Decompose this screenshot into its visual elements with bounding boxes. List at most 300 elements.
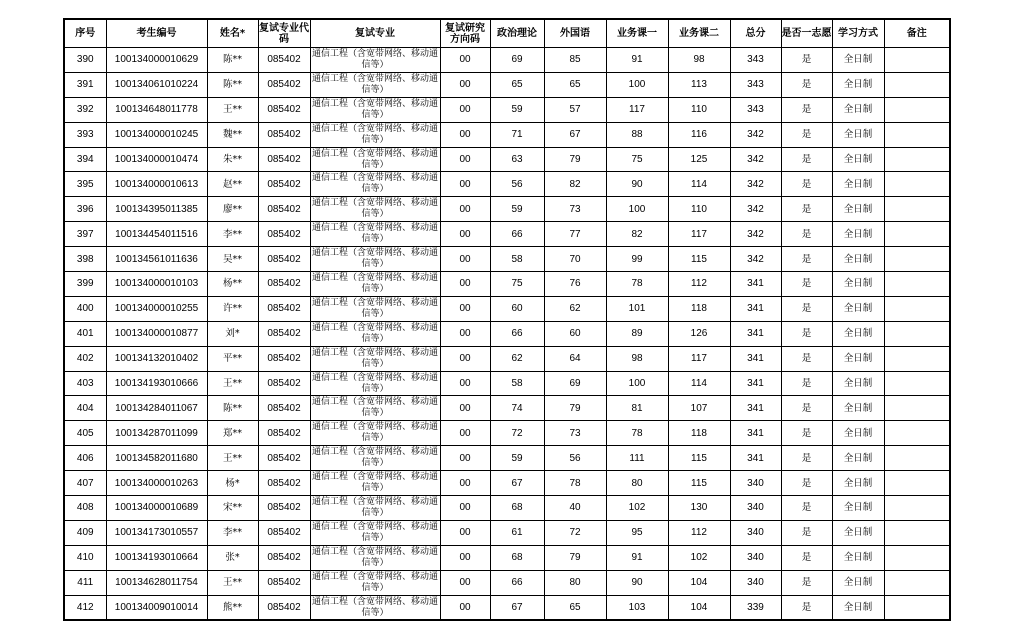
cell-remarks	[884, 247, 950, 272]
cell-foreign-language: 72	[544, 520, 606, 545]
cell-course-one: 78	[606, 421, 668, 446]
cell-course-two: 118	[668, 296, 730, 321]
cell-seq: 411	[64, 570, 106, 595]
header-course-one: 业务课一	[606, 19, 668, 48]
cell-remarks	[884, 496, 950, 521]
cell-name: 陈**	[207, 72, 258, 97]
cell-seq: 405	[64, 421, 106, 446]
cell-major-code: 085402	[258, 396, 310, 421]
cell-seq: 410	[64, 545, 106, 570]
cell-direction-code: 00	[440, 346, 490, 371]
cell-exam-id: 100134000010263	[106, 471, 207, 496]
cell-seq: 408	[64, 496, 106, 521]
cell-course-two: 126	[668, 321, 730, 346]
cell-major: 通信工程（含宽带网络、移动通信等）	[310, 197, 440, 222]
cell-politics: 67	[490, 595, 544, 620]
cell-first-choice: 是	[781, 570, 832, 595]
cell-exam-id: 100134061010224	[106, 72, 207, 97]
cell-remarks	[884, 570, 950, 595]
cell-remarks	[884, 296, 950, 321]
cell-direction-code: 00	[440, 122, 490, 147]
cell-major: 通信工程（含宽带网络、移动通信等）	[310, 272, 440, 297]
cell-study-mode: 全日制	[832, 371, 884, 396]
cell-major: 通信工程（含宽带网络、移动通信等）	[310, 346, 440, 371]
cell-total: 343	[730, 72, 781, 97]
cell-remarks	[884, 147, 950, 172]
cell-exam-id: 100134000010689	[106, 496, 207, 521]
cell-course-two: 114	[668, 371, 730, 396]
cell-major: 通信工程（含宽带网络、移动通信等）	[310, 222, 440, 247]
cell-total: 341	[730, 296, 781, 321]
cell-name: 王**	[207, 446, 258, 471]
cell-total: 341	[730, 446, 781, 471]
cell-politics: 68	[490, 545, 544, 570]
cell-foreign-language: 60	[544, 321, 606, 346]
cell-exam-id: 100134009010014	[106, 595, 207, 620]
cell-remarks	[884, 272, 950, 297]
table-row	[64, 247, 950, 272]
cell-direction-code: 00	[440, 396, 490, 421]
cell-foreign-language: 85	[544, 48, 606, 73]
cell-remarks	[884, 97, 950, 122]
cell-first-choice: 是	[781, 321, 832, 346]
cell-remarks	[884, 421, 950, 446]
cell-first-choice: 是	[781, 97, 832, 122]
cell-course-two: 110	[668, 97, 730, 122]
table-row	[64, 570, 950, 595]
cell-course-one: 91	[606, 545, 668, 570]
cell-major: 通信工程（含宽带网络、移动通信等）	[310, 396, 440, 421]
header-major-code: 复试专业代码	[258, 19, 310, 48]
cell-seq: 395	[64, 172, 106, 197]
cell-course-one: 91	[606, 48, 668, 73]
cell-direction-code: 00	[440, 471, 490, 496]
cell-direction-code: 00	[440, 147, 490, 172]
cell-first-choice: 是	[781, 346, 832, 371]
cell-study-mode: 全日制	[832, 570, 884, 595]
cell-foreign-language: 40	[544, 496, 606, 521]
cell-name: 张*	[207, 545, 258, 570]
table-row	[64, 520, 950, 545]
cell-major: 通信工程（含宽带网络、移动通信等）	[310, 471, 440, 496]
cell-seq: 396	[64, 197, 106, 222]
cell-study-mode: 全日制	[832, 321, 884, 346]
cell-first-choice: 是	[781, 421, 832, 446]
cell-politics: 69	[490, 48, 544, 73]
cell-seq: 393	[64, 122, 106, 147]
cell-politics: 67	[490, 471, 544, 496]
cell-course-two: 112	[668, 520, 730, 545]
cell-first-choice: 是	[781, 545, 832, 570]
cell-course-two: 104	[668, 595, 730, 620]
cell-name: 廖**	[207, 197, 258, 222]
cell-politics: 63	[490, 147, 544, 172]
cell-first-choice: 是	[781, 147, 832, 172]
cell-study-mode: 全日制	[832, 396, 884, 421]
cell-course-two: 113	[668, 72, 730, 97]
cell-major: 通信工程（含宽带网络、移动通信等）	[310, 296, 440, 321]
cell-remarks	[884, 321, 950, 346]
cell-total: 340	[730, 520, 781, 545]
cell-name: 李**	[207, 520, 258, 545]
cell-total: 341	[730, 421, 781, 446]
table-row	[64, 48, 950, 73]
cell-remarks	[884, 197, 950, 222]
cell-study-mode: 全日制	[832, 48, 884, 73]
cell-first-choice: 是	[781, 122, 832, 147]
cell-study-mode: 全日制	[832, 197, 884, 222]
cell-course-two: 118	[668, 421, 730, 446]
cell-course-two: 98	[668, 48, 730, 73]
cell-major: 通信工程（含宽带网络、移动通信等）	[310, 72, 440, 97]
cell-course-two: 117	[668, 346, 730, 371]
cell-course-one: 102	[606, 496, 668, 521]
cell-foreign-language: 56	[544, 446, 606, 471]
cell-exam-id: 100134395011385	[106, 197, 207, 222]
cell-total: 340	[730, 471, 781, 496]
cell-study-mode: 全日制	[832, 595, 884, 620]
cell-politics: 59	[490, 97, 544, 122]
table-row	[64, 446, 950, 471]
cell-study-mode: 全日制	[832, 545, 884, 570]
cell-foreign-language: 82	[544, 172, 606, 197]
cell-course-one: 100	[606, 197, 668, 222]
cell-direction-code: 00	[440, 545, 490, 570]
cell-name: 杨*	[207, 471, 258, 496]
cell-first-choice: 是	[781, 595, 832, 620]
table-row	[64, 396, 950, 421]
cell-major: 通信工程（含宽带网络、移动通信等）	[310, 97, 440, 122]
cell-course-one: 90	[606, 172, 668, 197]
cell-study-mode: 全日制	[832, 272, 884, 297]
table-body	[64, 48, 950, 621]
cell-direction-code: 00	[440, 421, 490, 446]
cell-name: 杨**	[207, 272, 258, 297]
cell-politics: 71	[490, 122, 544, 147]
cell-remarks	[884, 545, 950, 570]
cell-major-code: 085402	[258, 595, 310, 620]
cell-politics: 68	[490, 496, 544, 521]
cell-course-one: 81	[606, 396, 668, 421]
table-row	[64, 172, 950, 197]
cell-major-code: 085402	[258, 321, 310, 346]
cell-course-two: 115	[668, 247, 730, 272]
cell-politics: 58	[490, 247, 544, 272]
cell-exam-id: 100134000010474	[106, 147, 207, 172]
cell-name: 王**	[207, 570, 258, 595]
table-row	[64, 72, 950, 97]
cell-politics: 61	[490, 520, 544, 545]
cell-total: 342	[730, 247, 781, 272]
cell-remarks	[884, 222, 950, 247]
cell-total: 342	[730, 197, 781, 222]
cell-remarks	[884, 48, 950, 73]
cell-name: 陈**	[207, 396, 258, 421]
table-row	[64, 371, 950, 396]
table-row	[64, 471, 950, 496]
cell-remarks	[884, 446, 950, 471]
cell-exam-id: 100134628011754	[106, 570, 207, 595]
table-row	[64, 272, 950, 297]
cell-name: 宋**	[207, 496, 258, 521]
cell-direction-code: 00	[440, 496, 490, 521]
cell-seq: 398	[64, 247, 106, 272]
cell-major-code: 085402	[258, 97, 310, 122]
cell-major: 通信工程（含宽带网络、移动通信等）	[310, 545, 440, 570]
cell-politics: 59	[490, 446, 544, 471]
cell-foreign-language: 80	[544, 570, 606, 595]
cell-total: 342	[730, 122, 781, 147]
cell-direction-code: 00	[440, 520, 490, 545]
cell-total: 342	[730, 222, 781, 247]
table-row	[64, 97, 950, 122]
cell-study-mode: 全日制	[832, 496, 884, 521]
cell-major-code: 085402	[258, 471, 310, 496]
cell-major: 通信工程（含宽带网络、移动通信等）	[310, 172, 440, 197]
cell-name: 刘*	[207, 321, 258, 346]
cell-first-choice: 是	[781, 72, 832, 97]
cell-foreign-language: 79	[544, 545, 606, 570]
cell-study-mode: 全日制	[832, 122, 884, 147]
cell-major: 通信工程（含宽带网络、移动通信等）	[310, 247, 440, 272]
cell-foreign-language: 67	[544, 122, 606, 147]
cell-remarks	[884, 595, 950, 620]
cell-seq: 403	[64, 371, 106, 396]
cell-seq: 404	[64, 396, 106, 421]
cell-name: 王**	[207, 371, 258, 396]
cell-politics: 66	[490, 222, 544, 247]
header-exam-id: 考生编号	[106, 19, 207, 48]
cell-course-one: 99	[606, 247, 668, 272]
header-name: 姓名*	[207, 19, 258, 48]
cell-course-one: 101	[606, 296, 668, 321]
cell-major-code: 085402	[258, 197, 310, 222]
cell-remarks	[884, 471, 950, 496]
header-direction-code: 复试研究方向码	[440, 19, 490, 48]
cell-exam-id: 100134132010402	[106, 346, 207, 371]
cell-total: 340	[730, 545, 781, 570]
cell-seq: 409	[64, 520, 106, 545]
cell-exam-id: 100134193010666	[106, 371, 207, 396]
cell-major: 通信工程（含宽带网络、移动通信等）	[310, 321, 440, 346]
cell-course-two: 107	[668, 396, 730, 421]
cell-remarks	[884, 396, 950, 421]
cell-course-two: 116	[668, 122, 730, 147]
cell-course-two: 102	[668, 545, 730, 570]
cell-exam-id: 100134287011099	[106, 421, 207, 446]
cell-name: 魏**	[207, 122, 258, 147]
cell-first-choice: 是	[781, 48, 832, 73]
cell-first-choice: 是	[781, 197, 832, 222]
cell-course-one: 100	[606, 371, 668, 396]
cell-direction-code: 00	[440, 222, 490, 247]
cell-foreign-language: 69	[544, 371, 606, 396]
cell-study-mode: 全日制	[832, 421, 884, 446]
cell-politics: 60	[490, 296, 544, 321]
cell-first-choice: 是	[781, 272, 832, 297]
cell-politics: 58	[490, 371, 544, 396]
cell-major-code: 085402	[258, 371, 310, 396]
cell-remarks	[884, 371, 950, 396]
cell-seq: 391	[64, 72, 106, 97]
cell-major: 通信工程（含宽带网络、移动通信等）	[310, 446, 440, 471]
cell-course-one: 80	[606, 471, 668, 496]
cell-foreign-language: 76	[544, 272, 606, 297]
header-course-two: 业务课二	[668, 19, 730, 48]
cell-seq: 390	[64, 48, 106, 73]
cell-foreign-language: 77	[544, 222, 606, 247]
header-first-choice: 是否一志愿	[781, 19, 832, 48]
cell-major-code: 085402	[258, 222, 310, 247]
cell-direction-code: 00	[440, 72, 490, 97]
cell-politics: 59	[490, 197, 544, 222]
cell-study-mode: 全日制	[832, 147, 884, 172]
cell-name: 陈**	[207, 48, 258, 73]
cell-course-one: 78	[606, 272, 668, 297]
cell-politics: 66	[490, 321, 544, 346]
cell-course-two: 130	[668, 496, 730, 521]
cell-course-one: 103	[606, 595, 668, 620]
cell-course-two: 110	[668, 197, 730, 222]
cell-total: 343	[730, 48, 781, 73]
cell-first-choice: 是	[781, 496, 832, 521]
cell-foreign-language: 73	[544, 197, 606, 222]
table-row	[64, 545, 950, 570]
cell-course-two: 104	[668, 570, 730, 595]
cell-foreign-language: 62	[544, 296, 606, 321]
cell-total: 341	[730, 272, 781, 297]
cell-direction-code: 00	[440, 595, 490, 620]
cell-course-two: 112	[668, 272, 730, 297]
cell-major: 通信工程（含宽带网络、移动通信等）	[310, 496, 440, 521]
cell-foreign-language: 73	[544, 421, 606, 446]
cell-major-code: 085402	[258, 446, 310, 471]
cell-remarks	[884, 520, 950, 545]
cell-direction-code: 00	[440, 197, 490, 222]
cell-major: 通信工程（含宽带网络、移动通信等）	[310, 520, 440, 545]
cell-major-code: 085402	[258, 122, 310, 147]
cell-foreign-language: 79	[544, 396, 606, 421]
cell-course-one: 88	[606, 122, 668, 147]
cell-seq: 397	[64, 222, 106, 247]
cell-direction-code: 00	[440, 247, 490, 272]
cell-course-one: 98	[606, 346, 668, 371]
cell-study-mode: 全日制	[832, 247, 884, 272]
cell-direction-code: 00	[440, 570, 490, 595]
cell-name: 李**	[207, 222, 258, 247]
cell-major: 通信工程（含宽带网络、移动通信等）	[310, 570, 440, 595]
cell-total: 341	[730, 346, 781, 371]
header-remarks: 备注	[884, 19, 950, 48]
cell-first-choice: 是	[781, 172, 832, 197]
cell-exam-id: 100134648011778	[106, 97, 207, 122]
cell-direction-code: 00	[440, 48, 490, 73]
cell-first-choice: 是	[781, 471, 832, 496]
cell-total: 341	[730, 321, 781, 346]
cell-exam-id: 100134000010245	[106, 122, 207, 147]
cell-course-one: 75	[606, 147, 668, 172]
cell-seq: 392	[64, 97, 106, 122]
table-row	[64, 595, 950, 620]
cell-major-code: 085402	[258, 421, 310, 446]
cell-major: 通信工程（含宽带网络、移动通信等）	[310, 48, 440, 73]
cell-remarks	[884, 172, 950, 197]
table-row	[64, 222, 950, 247]
cell-direction-code: 00	[440, 321, 490, 346]
cell-total: 339	[730, 595, 781, 620]
cell-remarks	[884, 72, 950, 97]
cell-course-two: 117	[668, 222, 730, 247]
table-row	[64, 346, 950, 371]
cell-seq: 400	[64, 296, 106, 321]
cell-foreign-language: 79	[544, 147, 606, 172]
cell-study-mode: 全日制	[832, 172, 884, 197]
cell-first-choice: 是	[781, 222, 832, 247]
cell-seq: 406	[64, 446, 106, 471]
cell-study-mode: 全日制	[832, 97, 884, 122]
cell-study-mode: 全日制	[832, 520, 884, 545]
cell-course-one: 90	[606, 570, 668, 595]
cell-politics: 74	[490, 396, 544, 421]
cell-foreign-language: 70	[544, 247, 606, 272]
cell-seq: 402	[64, 346, 106, 371]
cell-exam-id: 100134284011067	[106, 396, 207, 421]
cell-exam-id: 100134173010557	[106, 520, 207, 545]
table-row	[64, 496, 950, 521]
cell-seq: 394	[64, 147, 106, 172]
cell-seq: 399	[64, 272, 106, 297]
cell-study-mode: 全日制	[832, 346, 884, 371]
table-row	[64, 296, 950, 321]
cell-major-code: 085402	[258, 272, 310, 297]
cell-exam-id: 100134000010629	[106, 48, 207, 73]
cell-name: 熊**	[207, 595, 258, 620]
cell-foreign-language: 78	[544, 471, 606, 496]
cell-study-mode: 全日制	[832, 446, 884, 471]
cell-exam-id: 100134000010613	[106, 172, 207, 197]
cell-politics: 65	[490, 72, 544, 97]
cell-name: 赵**	[207, 172, 258, 197]
cell-major: 通信工程（含宽带网络、移动通信等）	[310, 595, 440, 620]
cell-exam-id: 100134561011636	[106, 247, 207, 272]
cell-name: 朱**	[207, 147, 258, 172]
cell-direction-code: 00	[440, 97, 490, 122]
cell-study-mode: 全日制	[832, 72, 884, 97]
cell-total: 342	[730, 147, 781, 172]
cell-course-two: 114	[668, 172, 730, 197]
cell-course-one: 89	[606, 321, 668, 346]
cell-course-two: 115	[668, 471, 730, 496]
cell-major: 通信工程（含宽带网络、移动通信等）	[310, 122, 440, 147]
cell-politics: 56	[490, 172, 544, 197]
cell-course-one: 111	[606, 446, 668, 471]
cell-exam-id: 100134000010255	[106, 296, 207, 321]
cell-first-choice: 是	[781, 520, 832, 545]
cell-total: 341	[730, 371, 781, 396]
cell-direction-code: 00	[440, 272, 490, 297]
table-row	[64, 197, 950, 222]
cell-major-code: 085402	[258, 72, 310, 97]
cell-study-mode: 全日制	[832, 471, 884, 496]
cell-exam-id: 100134454011516	[106, 222, 207, 247]
cell-politics: 66	[490, 570, 544, 595]
header-politics: 政治理论	[490, 19, 544, 48]
cell-study-mode: 全日制	[832, 296, 884, 321]
cell-politics: 62	[490, 346, 544, 371]
table-row	[64, 321, 950, 346]
header-seq: 序号	[64, 19, 106, 48]
cell-exam-id: 100134000010103	[106, 272, 207, 297]
